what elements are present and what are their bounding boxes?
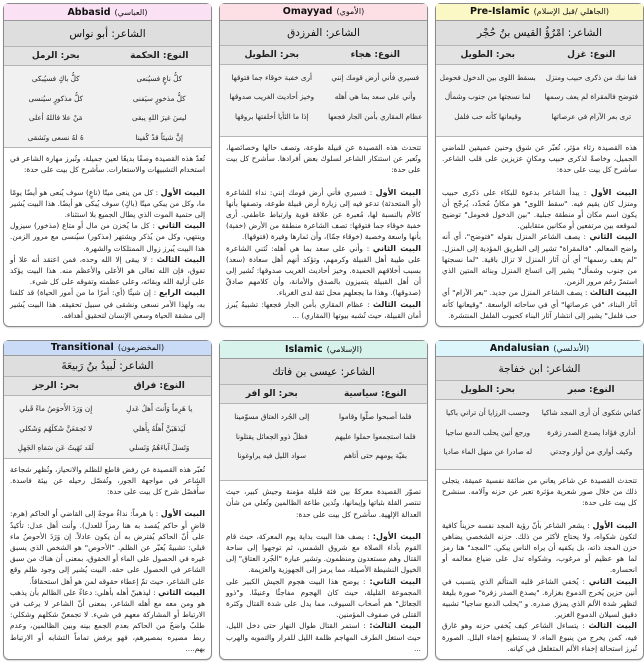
verse-note: البيت الرابع : إن شيئًا (أي: أمرًا ما من أمور الحياة) قد كلفنا به، ولهذا الأمر نسعى ونشقى في سبيل تحقيقه. هذا البيت يُشير إلى مشقة الحياة وسعي الإنسان لتحقيق أهدافه.: [10, 288, 205, 320]
verse-note-text: وأني على سعد بما هي أهله: تُثني الشاعرة على طيبة أهل القبيلة وكرمهم، وتؤكد أنهم أهل سعادة (سعد) بسبب أخلاقهم الحميدة. وخيز أحاديث الغريب صدوقها: تُشير إلى أن أهل القبيلة يتميزون بالصدق والأمانة، وأن كلامهم صادقٌ (صدوقها). وهذا ما يجعلهم محل ثقة لدى الغرباء.: [226, 243, 421, 298]
verse-note-label: البيت الأول: [160, 187, 205, 197]
poem-meter: بحر: الطويل: [460, 49, 515, 60]
verse-second-hemistich: لما نسجتها من جنوب وشمأل: [444, 92, 531, 102]
poet-name: الشاعر: عيسى بن فاتك: [220, 359, 427, 385]
poem-type: النوع: سياسية: [343, 389, 407, 400]
era-title: Omayyad: [282, 6, 333, 18]
verse-note: البيت الثاني : يصف الشاعر المنزل بقوله "فتوضح"، أي أنه واضح المعالم. "فالمقراة" تشير إلى الطريق المؤدية إلى المنزل. "لم يعف رسمها" أي أن آثار المنزل لا تزال باقية. "لما نسجتها من جنوب وشمأل" يشير إلى اتساع المنزل وبنائه المتين الذي استمرّ رغم مرور الزمن.: [442, 232, 637, 287]
verse-note-text: يا هرماً: نداءٌ موجهٌ إلى القاضي أو الحاكم (هرم: قاضٍ أو حاكم يُقصد به هنا رمزاً للعدل). وأنت أهل عدل: تأكيدٌ على أنّ الحاكم يُفترض به أن يكون عادلاً. إن وَرَدَ الأحوصُ ماء قبلي: تشبيهٌ يُعبّر عن الظلم. "الأحوص" هو الشخص الذي يسبق غيره في الحصول على الماء أو الحقوق، بمعنى أن هناك من سبق الشاعر في الحصول على حقه. البيت يُشير إلى وجود ظلم وقع على الشاعر، حيث تمّ إعطاء حقوقه لمن هو أهل استحقاقاً.: [10, 509, 205, 586]
verse-note: البيت الثالث : عظام المقاري بأمن الجار فجعها: تشبيهٌ يُبرز أمان القبيلة، حيث تُشبه بيوتها (المقاري) ...: [226, 299, 421, 320]
poem-meter: بحر: الطويل: [244, 49, 299, 60]
verse-first-hemistich: كلُّ ناعٍ فسيُنعى: [136, 74, 183, 84]
era-card-omayyad: [219, 3, 428, 327]
verse-note: البيت الثاني: : يوضح هذا البيت هجوم الجيش الكبير على المجموعة القليلة، حيث كان الهجوم مفاجئًا وعنيفًا. و"ذوو الجعائل" هم أصحاب السيوف، مما يدل على شدة القتال وكثرة القتلى في صفوف المؤمنين.: [226, 576, 421, 620]
verse-first-hemistich: كفاني شكوى أن أرى المجد شاكيا: [541, 408, 641, 418]
verse-note-text: يشعر الشاعر بأنّ رؤية المجد نفسه حزيناً كافية لتكون شكواه، ولا يحتاج لأكثر من ذلك. حزنه الشخصي يضاهي حزن المجد ذاته، بل يكفيه أن يراه الناس يبكي. "المجد" هنا رمز لما هو عظيم أو مرغوب، وشكواه تدل على ضياع معالمه أو انحساره.: [442, 520, 637, 575]
verses-list: [436, 65, 643, 137]
verse-second-hemistich: وقيعانها كأنه حب فلفل: [454, 111, 522, 121]
verse-note: البيت الأول : فسيري فأني أرض قومك إنني: نداء للشاعرة (أو المتحدثة) تدعو فيه إلى زيارة أرض قبيلة طوعة، وتصفها بأنها كالأم بالنسبة لها، مُعبرة عن علاقة قوية وارتباط عاطفي. أرى خفبة خوقاء جما فتوقها: تصف الشاعرة منطقة من الأرض (خفبة) بأنها واسعة وخصبة (خوقاء جمّا)، وأن ثمارها وفيرة (فتوقها).: [226, 187, 422, 242]
poem-type: النوع: صبر: [567, 385, 615, 396]
verse-note-label: البيت الثالث: [588, 621, 637, 631]
verse-row: [436, 403, 643, 423]
card-header: [436, 341, 643, 357]
poet-name: الشاعر: لَبيدُ بنُ رَبيعَةَ: [4, 356, 211, 377]
poet-name: الشاعر: ابن خفاجة: [436, 357, 643, 381]
verse-note-label: البيت الثاني:: [369, 576, 421, 586]
verse-row: [4, 418, 211, 438]
poet-name: الشاعر: الفرزدق: [220, 21, 427, 46]
verse-note-text: يوضح هذا البيت هجوم الجيش الكبير على المجموعة القليلة، حيث كان الهجوم مفاجئًا وعنيفًا. و"ذوو الجعائل" هم أصحاب السيوف، مما يدل على شدة القتال وكثرة القتلى في صفوف المؤمنين.: [226, 576, 421, 620]
poem-meta: [436, 381, 643, 400]
verse-row: [436, 87, 643, 107]
verse-row: [220, 407, 427, 427]
verse-note-label: البيت الثالث: [589, 288, 638, 298]
verse-note-label: البيت الثاني: [372, 243, 421, 253]
era-card-abbasid: [3, 3, 212, 327]
era-title-arabic: (الأموي): [336, 7, 365, 17]
explanation-intro: تُعبّر هذه القصيدة عن رفض قاطع للظلم والانحياز، وتُظهر شجاعة الشاعر في مواجهة الجور، وتُفصّل رحيله عن بيئة فاسدة. سأُفصّل شرح كل بيت على حدة:: [10, 464, 205, 497]
explanation: [220, 137, 427, 326]
verse-row: [436, 68, 643, 88]
verse-note-text: يصف الشاعر المنزل من جديد. "بعر الآرام" أي آثار البناء، "في عرصاتها" أي في ساحاته الواسعة. "وقيعانها كأنه حب فلفل" يشير إلى انتشار آثار البناء كحبوب الفلفل المنتشرة.: [442, 288, 637, 320]
verse-second-hemistich: فظلّ ذوو الجعائل يقتلونا: [235, 431, 308, 441]
era-title-arabic: (المخضرمون): [117, 343, 165, 353]
verse-note: البيت الثاني : كل ما يُخزن من مال أو متاع (مذخور) سيزول وينتهي، وكل من يُذكر ويشتهر (مذكور) سيُنسى مع مرور الزمن. هذا البيت يُبرز زوال الممتلكات والشهرة.: [10, 221, 205, 253]
era-title-arabic: (الإسلامي): [326, 344, 363, 354]
verse-note-text: لا يبقى إلا الله وحده، فمن اعتقد أنه علا أو تفوق، فإن الله تعالى هو الأعلى والأعظم منه. هذا البيت يؤكد على أزلية الله وبقائه، وعلى عظمته وتفوقه على كل شيء.: [10, 254, 205, 287]
explanation-intro: تُعدّ هذه القصيدة وصفًا بديعًا لعين جميلة، وتُبرز مهارة الشاعر في استخدام التشبيهات والاستعارات. سأشرح كل بيت على حدة:: [10, 154, 205, 175]
verse-second-hemistich: هُ لهُ نسعى ونَشقى: [27, 132, 84, 142]
verse-first-hemistich: فسيري فأني أرض قومك إنني: [331, 72, 420, 82]
verse-note: البيت الثالث : يصف الشاعر المنزل من جديد. "بعر الآرام" أي آثار البناء، "في عرصاتها" أي في ساحاته الواسعة. "وقيعانها كأنه حب فلفل" يشير إلى انتشار آثار البناء كحبوب الفلفل المنتشرة.: [442, 288, 638, 320]
verse-first-hemistich: يا هَرِماً وَأَنتَ أَهلُ عَدلِ: [126, 404, 193, 414]
verse-first-hemistich: لَيَذهَبَنَّ أَهلُهُ بِأَهلي: [132, 423, 186, 433]
era-title: Islamic: [284, 343, 323, 355]
verse-row: [4, 108, 211, 128]
verse-second-hemistich: سواد الليل فيه يراوغونا: [237, 451, 307, 461]
verse-note-label: البيت الأول:: [372, 531, 421, 541]
verse-note: البيت الثاني : وأني على سعد بما هي أهله: تُثني الشاعرة على طيبة أهل القبيلة وكرمهم، وتؤكد أنهم أهل سعادة (سعد) بسبب أخلاقهم الحميدة. وخيز أحاديث الغريب صدوقها: تُشير إلى أن أهل القبيلة يتميزون بالصدق والأمانة، وأن كلامهم صادقٌ (صدوقها). وهذا ما يجعلهم محل ثقة لدى الغرباء.: [226, 243, 421, 298]
poem-type: النوع: هجاء: [350, 49, 400, 60]
poem-meta: [220, 385, 427, 404]
verse-note-label: البيت الأول: [375, 187, 422, 197]
verse-note-label: البيت الثاني: [157, 221, 205, 231]
poem-meta: [4, 47, 211, 66]
verse-second-hemistich: أرى خفبة خوقاء جما فتوقها: [231, 72, 313, 82]
explanation: [220, 481, 427, 659]
poet-name: الشاعر: أبو نواس: [4, 21, 211, 47]
verse-second-hemistich: كلُّ باكٍ فسيُبكى: [31, 74, 80, 84]
verse-second-hemistich: إِن وَرَدَ الأَحوَصُ ماءً قَبلي: [19, 404, 93, 414]
verse-note: البيت الثاني : يُخفي الشاعر قلبه المتألم الذي يتسبب في أنين حزين يُخرج الدموع بغزارة. "يصدع الصدر زفرة" صورة بليغة لتظهر شدة الألم الذي يمزق صدره. و "يحلب الدمع ساجيا" تشبيه دقيق لسيلان الدموع الغزير.: [442, 576, 637, 620]
verse-note-text: استمر القتال طوال النهار حتى دخل الليل، حيث استغل الطرف المهاجم ظلمة الليل للفرار والتمويه والهرب ...: [226, 621, 421, 653]
verse-note: البيت الأول : يا هرماً: نداءٌ موجهٌ إلى القاضي أو الحاكم (هرم: قاضٍ أو حاكم يُقصد به هنا رمزاً للعدل). وأنت أهل عدل: تأكيدٌ على أنّ الحاكم يُفترض به أن يكون عادلاً. إن وَرَدَ الأحوصُ ماء قبلي: تشبيهٌ يُعبّر عن الظلم. "الأحوص" هو الشخص الذي يسبق غيره في الحصول على الماء أو الحقوق، بمعنى أن هناك من سبق الشاعر في الحصول على حقه. البيت يُشير إلى وجود ظلم وقع على الشاعر، حيث تمّ إعطاء حقوقه لمن هو أهل استحقاقاً.: [10, 509, 205, 586]
verses-list: [4, 396, 211, 459]
verse-second-hemistich: وحسب الرزايا أن تراني باكيا: [445, 408, 530, 418]
explanation: [436, 470, 643, 659]
verse-note: البيت الأول : كل من ينعى ميتًا (ناعٍ) سوف يُنعى هو أيضًا يومًا ما، وكل من يبكي ميتًا (باكٍ) سوف يُبكى هو أيضًا. هذا البيت يُشير إلى حتمية الموت الذي يطال الجميع بلا استثناء.: [10, 187, 205, 219]
verse-second-hemistich: بسقط اللوى بين الدخول فحومل: [439, 72, 536, 82]
verse-row: [220, 107, 427, 127]
verse-note-text: يصف الشاعر المنزل بقوله "فتوضح"، أي أنه واضح المعالم. "فالمقراة" تشير إلى الطريق المؤدية إلى المنزل. "لم يعف رسمها" أي أن آثار المنزل لا تزال باقية. "لما نسجتها من جنوب وشمأل" يشير إلى اتساع المنزل وبنائه المتين الذي استمرّ رغم مرور الزمن.: [442, 232, 637, 287]
verse-note-label: البيت الثاني: [589, 232, 637, 242]
explanation-intro: تتحدث هذه القصيدة عن قبيلة طوعة، وتصف حالها وخصائصها، وتُعبر عن استنكار الشاعر لسلوك بعض أفرادها. سأشرح كل بيت على حدة:: [226, 142, 421, 175]
verse-note-label: البيت الثالث: [372, 299, 421, 309]
verse-row: [4, 399, 211, 419]
explanation: [436, 137, 643, 326]
verse-second-hemistich: مَنْ علا فاللهُ أعلى: [29, 113, 83, 123]
card-header: [220, 4, 427, 21]
verse-note-label: البيت الأول: [160, 509, 205, 519]
explanation: [4, 459, 211, 659]
verse-note-text: إن شيئًا (أي: أمرًا ما من أمور الحياة) قد كلفنا به، ولهذا الأمر نسعى ونشقى في سبيل تحقيقه. هذا البيت يُشير إلى مشقة الحياة وسعي الإنسان لتحقيق أهدافه.: [10, 288, 205, 320]
verse-note-text: فسيري فأني أرض قومك إنني: نداء للشاعرة (أو المتحدثة) تدعو فيه إلى زيارة أرض قبيلة طوعة، وتصفها بأنها كالأم بالنسبة لها، مُعبرة عن علاقة قوية وارتباط عاطفي. أرى خفبة خوقاء جما فتوقها: تصف الشاعرة منطقة من الأرض (خفبة) بأنها واسعة وخصبة (خوقاء جمّا)، وأن ثمارها وفيرة (فتوقها).: [226, 187, 421, 242]
verse-first-hemistich: فلما استجمعوا حملوا عليهم: [334, 431, 416, 441]
verse-note-label: البيت الثاني: [588, 576, 637, 586]
verse-note: البيت الأول: : يصف هذا البيت بداية يوم المعركة، حيث قام القوم بأداء الصلاة مع شروق الشمس، ثم توجهوا إلى ساحة القتال وهم مستعدون ومنظمون. وتشير عبارة "الجُرد العتاق" إلى الخيول النشيطة الأصيلة، مما يرمز إلى الجهوزية والعزيمة.: [226, 531, 421, 575]
verse-first-hemistich: فلما أصبحوا صلّوا وقاموا: [339, 412, 412, 422]
verse-row: [220, 446, 427, 466]
verse-note-label: البيت الثالث: [156, 254, 205, 264]
poem-type: النوع: غزل: [567, 49, 616, 60]
verse-note-text: يبدأ الشاعر بدعوة للبكاء على ذكرى حبيب ومنزل كان يقيم فيه. "سقط اللوى" هو مكانٌ مُحدّد، يُرجّح أن يكون اسم مكان أو منطقة جبلية. "بين الدخول فحومل" توضيح لموقعه بين مرتفعين أو مكانين متقابلين.: [442, 187, 637, 231]
verse-note-label: البيت الأول: [592, 520, 637, 530]
verses-list: [436, 400, 643, 470]
verse-note: البيت الأول : يشعر الشاعر بأنّ رؤية المجد نفسه حزيناً كافية لتكون شكواه، ولا يحتاج لأكثر من ذلك. حزنه الشخصي يضاهي حزن المجد ذاته، بل يكفيه أن يراه الناس يبكي. "المجد" هنا رمز لما هو عظيم أو مرغوب، وشكواه تدل على ضياع معالمه أو انحساره.: [442, 520, 637, 575]
verse-first-hemistich: وكيف أواري من أوار وجدتي: [550, 447, 633, 457]
era-card-pre-islamic: [435, 3, 644, 327]
verse-note: البيت الثاني : ليذهبنّ أهله بأهلي: دعاءٌ على الظالم بأن يذهب هو ومن معه مع أهله الشاعر، بمعنى أنّ الشاعر لا يرغب في الارتباط أو المشاركة معهم في شيء. لا تجمعنّ شكلهم وشكلي: طلبٌ واضحٌ من الحاكم بعدم الجمع بينه وبين الظالمين، وعدم ربط مصيره بمصيرهم، فهو يرفض تماماً التشابه أو الارتباط بهم....: [10, 587, 205, 653]
explanation-intro: هذه القصيدة رثاء مؤثر، تُعبّر عن شوق وحنين عميقين للماضي الجميل، وخاصةً لذكرى حبيب ومكانٍ عزيزين على قلب الشاعر. سأشرح كل بيت على حدة:: [442, 142, 637, 175]
verse-second-hemistich: وخيز أحاديث الغريب صدوقها: [229, 92, 315, 102]
explanation-intro: تصوّر القصيدة معركةً بين فئة قليلة مؤمنة وجيش كبير، حيث تنتصر القلة بثباتها وإيمانها، وتُدين طاعة الظالمين وتُعلي من شأن العدالة الإلهية. سأشرح كل بيت على حدة:: [226, 487, 421, 519]
verse-second-hemistich: إذا ما الثأيا أخلفتها بروقها: [234, 111, 309, 121]
era-title: Abbasid: [67, 6, 111, 18]
verse-second-hemistich: إلى الجُرد العتاق مسوّمينا: [234, 412, 310, 422]
verse-row: [4, 89, 211, 109]
verse-note: البيت الأول : يبدأ الشاعر بدعوة للبكاء على ذكرى حبيب ومنزل كان يقيم فيه. "سقط اللوى" هو مكانٌ مُحدّد، يُرجّح أن يكون اسم مكان أو منطقة جبلية. "بين الدخول فحومل" توضيح لموقعه بين مرتفعين أو مكانين متقابلين.: [442, 187, 637, 231]
verse-row: [4, 438, 211, 458]
poem-type: النوع: فراق: [133, 380, 185, 391]
poem-type: النوع: الحكمة: [130, 51, 189, 62]
verse-second-hemistich: لا تَجمَعَنَّ شَكلَهُم وَشَكلي: [19, 423, 93, 433]
verse-note-text: كل من ينعى ميتًا (ناعٍ) سوف يُنعى هو أيضًا يومًا ما، وكل من يبكي ميتًا (باكٍ) سوف يُبكى هو أيضًا. هذا البيت يُشير إلى حتمية الموت الذي يطال الجميع بلا استثناء.: [10, 187, 205, 219]
era-title: Pre-Islamic: [469, 6, 530, 18]
poem-meter: بحر: الو افر: [245, 389, 298, 400]
verse-note-text: كل ما يُخزن من مال أو متاع (مذخور) سيزول وينتهي، وكل من يُذكر ويشتهر (مذكور) سيُنسى مع مرور الزمن. هذا البيت يُبرز زوال الممتلكات والشهرة.: [10, 221, 205, 253]
poem-meter: بحر: الرمل: [31, 51, 80, 62]
card-header: [436, 4, 643, 21]
verse-first-hemistich: كلُّ مذخورٍ سيَفنى: [132, 93, 186, 103]
verse-note: البيت الثالث: : استمر القتال طوال النهار حتى دخل الليل، حيث استغل الطرف المهاجم ظلمة الليل للفرار والتمويه والهرب ...: [226, 621, 421, 653]
verse-first-hemistich: بقيّة يومهم حتى أتاهم: [343, 451, 408, 461]
era-title-arabic: (الأندلسي): [553, 344, 590, 354]
verse-first-hemistich: فتوضح فالمقراة لم يعف رسمها: [544, 92, 639, 102]
era-card-islamic: [219, 340, 428, 660]
verse-row: [436, 442, 643, 462]
era-card-andalusian: [435, 340, 644, 660]
verse-row: [436, 107, 643, 127]
verse-first-hemistich: قفا نبك من ذكرى حبيب ومنزل: [545, 72, 637, 82]
verse-first-hemistich: إنَّ شيئاً قدْ كُفينا: [135, 132, 183, 142]
verse-note-label: البيت الثالث:: [369, 621, 421, 631]
verse-first-hemistich: وَتَسلَ آباءَهُمُ وَنَسلي: [129, 443, 190, 453]
verse-note-label: البيت الثاني: [158, 587, 205, 597]
verse-note: البيت الثالث : لا يبقى إلا الله وحده، فمن اعتقد أنه علا أو تفوق، فإن الله تعالى هو الأعلى والأعظم منه. هذا البيت يؤكد على أزلية الله وبقائه، وعلى عظمته وتفوقه على كل شيء.: [10, 254, 205, 287]
verse-first-hemistich: ليسَ غيرَ اللهِ يبقى: [132, 113, 187, 123]
verse-note-label: البيت الرابع: [159, 288, 205, 298]
verse-second-hemistich: ورجع أنين يحلب الدمع ساجيا: [445, 427, 531, 437]
explanation-intro: تتحدث القصيدة عن شاعر يعاني من ضائقة نفسية عميقة، يتجلى ذلك من خلال صور شعرية مؤثرة تعبر عن حزنه وآلامه. سنشرح كل بيت على حدة:: [442, 475, 637, 508]
era-title: Transitional: [50, 342, 114, 354]
verse-note-text: يُخفي الشاعر قلبه المتألم الذي يتسبب في أنين حزين يُخرج الدموع بغزارة. "يصدع الصدر زفرة" صورة بليغة لتظهر شدة الألم الذي يمزق صدره. و "يحلب الدمع ساجيا" تشبيه دقيق لسيلان الدموع الغزير.: [442, 576, 637, 620]
verse-second-hemistich: لَقَد نَهَيتُ عَن سَفاهِ الجَهلِ: [17, 443, 94, 453]
verse-row: [436, 423, 643, 443]
era-title-arabic: (الجاهلي /قبل الإسلام): [533, 7, 610, 17]
poem-meta: [4, 377, 211, 396]
verses-list: [220, 65, 427, 137]
verse-row: [4, 128, 211, 148]
verse-note-text: يصف هذا البيت بداية يوم المعركة، حيث قام القوم بأداء الصلاة مع شروق الشمس، ثم توجهوا إلى ساحة القتال وهم مستعدون ومنظمون. وتشير عبارة "الجُرد العتاق" إلى الخيول النشيطة الأصيلة، مما يرمز إلى الجهوزية والعزيمة.: [226, 531, 421, 575]
verse-row: [4, 69, 211, 89]
verse-note-text: ليذهبنّ أهله بأهلي: دعاءٌ على الظالم بأن يذهب هو ومن معه مع أهله الشاعر، بمعنى أنّ الشاعر لا يرغب في الارتباط أو المشاركة معهم في شيء. لا تجمعنّ شكلهم وشكلي: طلبٌ واضحٌ من الحاكم بعدم الجمع بينه وبين الظالمين، وعدم ربط مصيره بمصيرهم، فهو يرفض تماماً التشابه أو الارتباط بهم....: [10, 587, 205, 653]
verse-row: [220, 87, 427, 107]
era-title: Andalusian: [489, 343, 550, 355]
verse-row: [220, 427, 427, 447]
poem-meter: بحر: الرجز: [32, 380, 79, 391]
verse-note: البيت الثالث : يتساءل الشاعر كيف يُخفي حزنه وهو غارق فيه، كمن يخرج من ينبوع الماء، لا يستطيع إخفاء البلل. الصورة تُبرز استحالة إخفاء الألم المتغلغل في كيانه.: [442, 621, 637, 653]
verse-note-label: البيت الأول: [590, 187, 637, 197]
verse-note-text: يتساءل الشاعر كيف يُخفي حزنه وهو غارق فيه، كمن يخرج من ينبوع الماء، لا يستطيع إخفاء البلل. الصورة تُبرز استحالة إخفاء الألم المتغلغل في كيانه.: [442, 621, 637, 653]
verses-list: [4, 66, 211, 148]
verse-first-hemistich: ترى بعر الآرام في عرصاتها: [551, 111, 632, 121]
verse-first-hemistich: وأني على سعد بما هي أهله: [334, 92, 416, 102]
verses-list: [220, 404, 427, 481]
verse-first-hemistich: عظام المقاري بأمن الجار فجعها: [328, 111, 423, 121]
card-header: [4, 341, 211, 356]
verse-note-text: عظام المقاري بأمن الجار فجعها: تشبيهٌ يُبرز أمان القبيلة، حيث تُشبه بيوتها (المقاري) ...: [226, 299, 421, 320]
verse-second-hemistich: له صادرا عن منهل الماء صاديا: [443, 447, 533, 457]
era-card-transitional: [3, 340, 212, 660]
verse-first-hemistich: أداري فؤادا يصدع الصدر زفرة: [547, 427, 636, 437]
poet-name: الشاعر: امْرُؤُ القيس بنُ حُجْر: [436, 21, 643, 46]
poem-meta: [436, 46, 643, 65]
era-title-arabic: (العباسي): [114, 7, 148, 17]
verse-row: [220, 68, 427, 88]
card-header: [220, 341, 427, 359]
verse-second-hemistich: كلُّ مذكورٍ سيُنسى: [28, 93, 83, 103]
poem-meter: بحر: الطويل: [460, 385, 515, 396]
explanation: [4, 148, 211, 326]
card-header: [4, 4, 211, 21]
poem-meta: [220, 46, 427, 65]
